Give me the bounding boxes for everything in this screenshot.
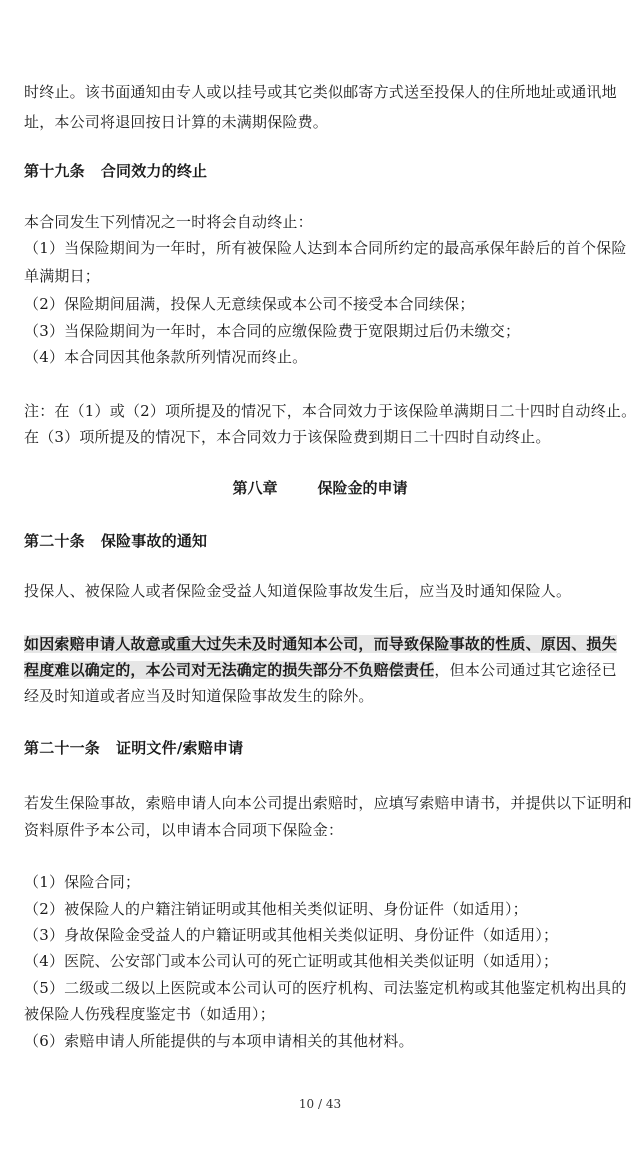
- article-21-title: 证明文件/索赔申请: [116, 739, 244, 757]
- article-21-heading: [24, 738, 243, 758]
- article-20-para-2-line-2: [24, 660, 617, 680]
- article-21-number: 第二十一条: [24, 739, 101, 757]
- article-19-note-2: 在（3）项所提及的情况下，本合同效力于该保险费到期日二十四时自动终止。: [24, 428, 551, 446]
- chapter-8-heading: [0, 478, 640, 498]
- article-20-number: 第二十条: [24, 532, 85, 550]
- article-19-item-2: （2）保险期间届满，投保人无意续保或本公司不接受本合同续保；: [24, 295, 475, 313]
- article-20-title: 保险事故的通知: [100, 532, 208, 550]
- chapter-8-title: 保险金的申请: [317, 479, 408, 497]
- article-19-item-3: （3）当保险期间为一年时，本合同的应缴保险费于宽限期过后仍未缴交；: [24, 322, 521, 340]
- article-20-para-2-line-2-rest: ，但本公司通过其它途径已: [434, 661, 617, 679]
- article-21-item-5b: 被保险人伤残程度鉴定书（如适用）；: [24, 1005, 275, 1023]
- article-20-para-2-line-3: 经及时知道或者应当及时知道保险事故发生的除外。: [24, 687, 374, 705]
- article-21-item-2: （2）被保险人的户籍注销证明或其他相关类似证明、身份证件（如适用）；: [24, 900, 528, 918]
- article-19-heading: [24, 161, 207, 181]
- article-21-lead-2: 资料原件予本公司，以申请本合同项下保险金：: [24, 821, 344, 839]
- article-21-item-6: （6）索赔申请人所能提供的与本项申请相关的其他材料。: [24, 1032, 414, 1050]
- chapter-8-number: 第八章: [232, 479, 278, 497]
- article-21-item-3: （3）身故保险金受益人的户籍证明或其他相关类似证明、身份证件（如适用）；: [24, 926, 559, 944]
- intro-line-1: 时终止。该书面通知由专人或以挂号或其它类似邮寄方式送至投保人的住所地址或通讯地: [24, 83, 617, 101]
- highlighted-text: 如因索赔申请人故意或重大过失未及时通知本公司，而导致保险事故的性质、原因、损失: [24, 635, 617, 653]
- article-19-title: 合同效力的终止: [100, 162, 208, 180]
- article-19-item-1b: 单满期日；: [24, 267, 101, 285]
- article-19-note-1: 注：在（1）或（2）项所提及的情况下，本合同效力于该保险单满期日二十四时自动终止。: [24, 402, 637, 420]
- article-21-item-1: （1）保险合同；: [24, 873, 141, 891]
- article-20-heading: [24, 531, 207, 551]
- article-21-item-5a: （5）二级或二级以上医院或本公司认可的医疗机构、司法鉴定机构或其他鉴定机构出具的: [24, 979, 627, 997]
- page-number: 10 / 43: [298, 1097, 342, 1111]
- intro-line-2: 址，本公司将退回按日计算的未满期保险费。: [24, 113, 329, 131]
- article-20-para-1: 投保人、被保险人或者保险金受益人知道保险事故发生后，应当及时通知保险人。: [24, 582, 572, 600]
- article-21-item-4: （4）医院、公安部门或本公司认可的死亡证明或其他相关类似证明（如适用）；: [24, 952, 559, 970]
- article-19-item-1a: （1）当保险期间为一年时，所有被保险人达到本合同所约定的最高承保年龄后的首个保险: [24, 239, 627, 257]
- article-19-lead: 本合同发生下列情况之一时将会自动终止：: [24, 213, 313, 231]
- article-21-lead-1: 若发生保险事故，索赔申请人向本公司提出索赔时，应填写索赔申请书，并提供以下证明和: [24, 794, 633, 812]
- article-19-item-4: （4）本合同因其他条款所列情况而终止。: [24, 348, 308, 366]
- article-20-para-2-line-1: [24, 634, 617, 654]
- article-19-number: 第十九条: [24, 162, 85, 180]
- highlighted-text: 程度难以确定的，本公司对无法确定的损失部分不负赔偿责任: [24, 661, 435, 679]
